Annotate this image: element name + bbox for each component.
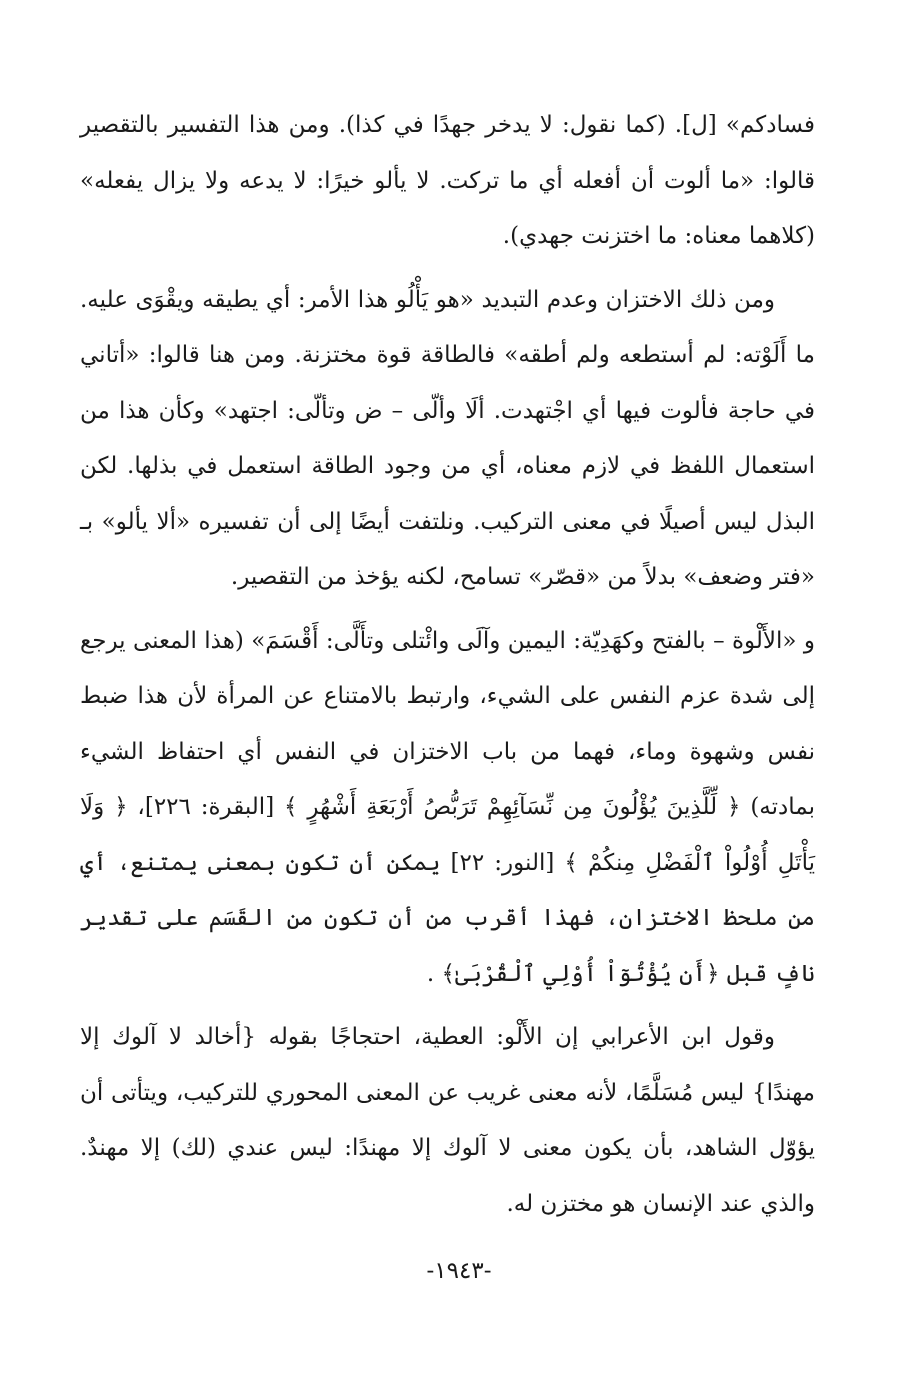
paragraph: ومن ذلك الاختزان وعدم التبديد «هو يَأْلُو هذا الأمر: أي يطيقه ويقْوَى عليه. ما أَلَوْته: لم أستطعه ولم أطقه» فالطاقة قوة مختزنة. ومن هنا قالوا: «أتاني في حاجة فألوت فيها أي اجْتهدت. ألَا وألّى – ض وتألّى: اجتهد» وكأن هذا من استعمال اللفظ في لازم معناه، أي من وجود الطاقة استعمل في بذلها. لكن البذل ليس أصيلًا في معنى التركيب. ونلتفت أيضًا إلى أن تفسيره «ألا يألو» بـ «فتر وضعف» بدلاً من «قصّر» تسامح، لكنه يؤخذ من التقصير.	[80, 286, 815, 590]
page-body	[80, 98, 815, 1232]
paragraph: و «الأَلْوة – بالفتح وكهَدِيّة: اليمين وآلَى وائْتلى وتأَلَّى: أَقْسَمَ» (هذا المعنى يرجع إلى شدة عزم النفس على الشيء، وارتبط بالامتناع عن المرأة لأن هذا ضبط نفس وشهوة وماء، فهما من باب الاختزان في النفس أي احتفاظ الشيء بمادته) ﴿ لِّلَّذِينَ يُؤْلُونَ مِن نِّسَآئِهِمْ تَرَبُّصُ أَرْبَعَةِ أَشْهُرٍ ﴾ [البقرة: ٢٢٦]، ﴿ وَلَا يَأْتَلِ أُوْلُواْ ٱلْفَضْلِ مِنكُمْ ﴾ [النور: ٢٢] يمكن أن تكون بمعنى يمتنع، أي من ملحظ الاختزان، فهذا أقرب من أن تكون من القَسَم على تقدير نافٍ قبل ﴿أَن يُؤْتُوٓاْ أُوْلِي ٱلْقُرْبَىٰ﴾ .	[80, 627, 815, 987]
paragraph: وقول ابن الأعرابي إن الأَلْو: العطية، احتجاجًا بقوله {أخالد لا آلوك إلا مهندًا} ليس مُسَلَّمًا، لأنه معنى غريب عن المعنى المحوري للتركيب، ويتأتى أن يؤوّل الشاهد، بأن يكون معنى لا آلوك إلا مهندًا: ليس عندي (لك) إلا مهندٌ. والذي عند الإنسان هو مختزن له.	[80, 1024, 815, 1217]
page-number: -١٩٤٣-	[426, 1258, 492, 1284]
paragraph: فسادكم» [ل]. (كما نقول: لا يدخر جهدًا في كذا). ومن هذا التفسير بالتقصير قالوا: «ما ألوت أن أفعله أي ما تركت. لا يألو خيرًا: لا يدعه ولا يزال يفعله» (كلاهما معناه: ما اختزنت جهدي).	[80, 112, 815, 249]
